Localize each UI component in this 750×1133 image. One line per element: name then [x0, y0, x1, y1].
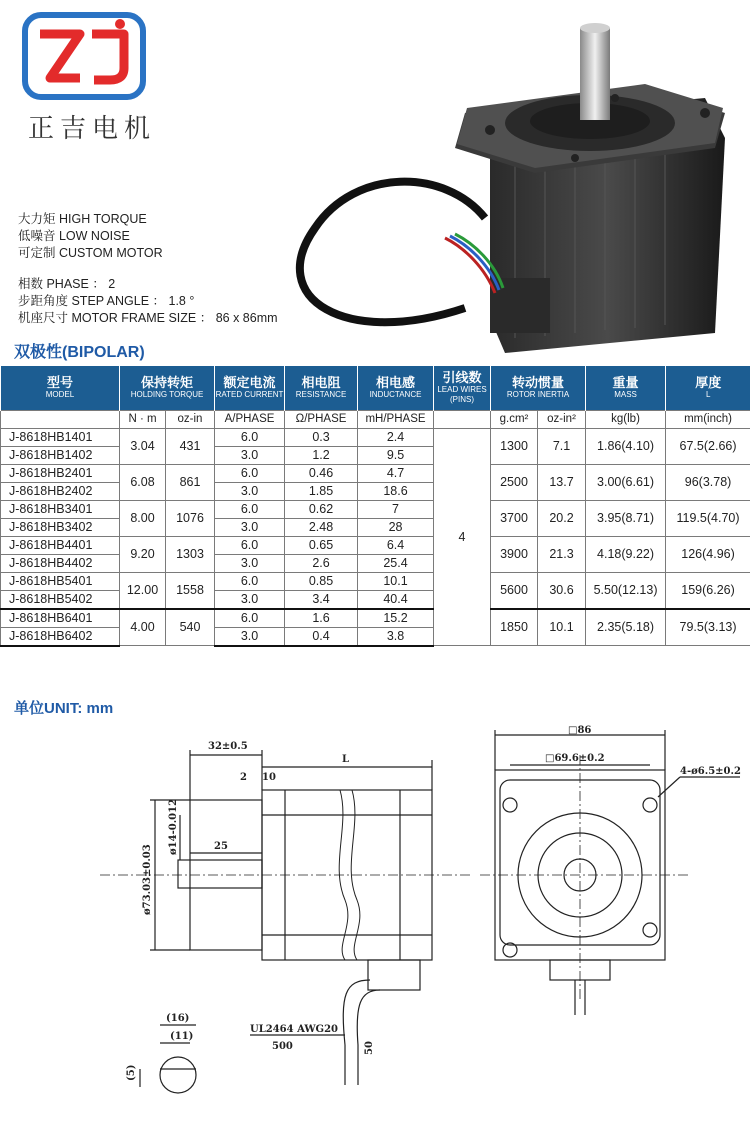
- current-cell: 3.0: [215, 482, 285, 500]
- resistance-cell: 3.4: [285, 590, 358, 609]
- current-cell: 3.0: [215, 446, 285, 464]
- dim-2: 2: [240, 772, 247, 783]
- current-cell: 6.0: [215, 572, 285, 590]
- inductance-cell: 2.4: [358, 428, 434, 446]
- feature-item: 大力矩 HIGH TORQUE: [18, 212, 147, 226]
- torque-nm-cell: 9.20: [120, 536, 166, 572]
- motor-photo: [285, 18, 750, 363]
- torque-nm-cell: 6.08: [120, 464, 166, 500]
- param-list: [18, 276, 278, 327]
- spec-table: [0, 366, 750, 647]
- dimension-drawing: [0, 725, 750, 1133]
- model-cell: J-8618HB3401: [1, 500, 120, 518]
- unit-cell: mH/PHASE: [358, 410, 434, 428]
- current-cell: 3.0: [215, 518, 285, 536]
- unit-cell: oz-in²: [538, 410, 586, 428]
- mass-cell: 4.18(9.22): [586, 536, 666, 572]
- header-holding-torque: 保持转矩 HOLDING TORQUE: [120, 366, 215, 410]
- length-cell: 126(4.96): [666, 536, 750, 572]
- current-cell: 3.0: [215, 590, 285, 609]
- header-lead-wires: 引线数 LEAD WIRES (PINS): [434, 366, 491, 410]
- current-cell: 3.0: [215, 627, 285, 646]
- resistance-cell: 0.85: [285, 572, 358, 590]
- inertia-g-cell: 1850: [491, 609, 538, 646]
- resistance-cell: 0.62: [285, 500, 358, 518]
- mass-cell: 2.35(5.18): [586, 609, 666, 646]
- resistance-cell: 0.4: [285, 627, 358, 646]
- resistance-cell: 0.46: [285, 464, 358, 482]
- cable-length: 500: [272, 1041, 293, 1052]
- model-cell: J-8618HB2402: [1, 482, 120, 500]
- dim-11: (11): [170, 1031, 194, 1042]
- model-cell: J-8618HB6401: [1, 609, 120, 628]
- unit-cell: N · m: [120, 410, 166, 428]
- model-cell: J-8618HB1401: [1, 428, 120, 446]
- unit-cell: [1, 410, 120, 428]
- current-cell: 6.0: [215, 500, 285, 518]
- length-cell: 159(6.26): [666, 572, 750, 609]
- unit-label: 单位UNIT: mm: [14, 700, 114, 717]
- unit-cell: [434, 410, 491, 428]
- inertia-oz-cell: 13.7: [538, 464, 586, 500]
- header-inductance: 相电感 INDUCTANCE: [358, 366, 434, 410]
- header-rated-current: 额定电流 RATED CURRENT: [215, 366, 285, 410]
- dim-length: L: [342, 754, 350, 765]
- model-cell: J-8618HB1402: [1, 446, 120, 464]
- inertia-oz-cell: 20.2: [538, 500, 586, 536]
- resistance-cell: 0.3: [285, 428, 358, 446]
- units-row: [1, 410, 750, 428]
- inertia-g-cell: 1300: [491, 428, 538, 464]
- inertia-oz-cell: 30.6: [538, 572, 586, 609]
- inductance-cell: 3.8: [358, 627, 434, 646]
- table-row: [1, 572, 750, 590]
- inertia-oz-cell: 10.1: [538, 609, 586, 646]
- current-cell: 3.0: [215, 554, 285, 572]
- torque-nm-cell: 3.04: [120, 428, 166, 464]
- dim-hole-spacing: □69.6±0.2: [545, 753, 605, 764]
- current-cell: 6.0: [215, 428, 285, 446]
- header-rotor-inertia: 转动惯量 ROTOR INERTIA: [491, 366, 586, 410]
- inductance-cell: 10.1: [358, 572, 434, 590]
- param-item: 机座尺寸 MOTOR FRAME SIZE ： 86 x 86mm: [18, 311, 278, 325]
- inertia-g-cell: 5600: [491, 572, 538, 609]
- dim-boss: ø73.03±0.03: [142, 844, 153, 915]
- torque-ozin-cell: 861: [166, 464, 215, 500]
- model-cell: J-8618HB4401: [1, 536, 120, 554]
- inertia-oz-cell: 7.1: [538, 428, 586, 464]
- torque-ozin-cell: 431: [166, 428, 215, 464]
- section-title: 双极性(BIPOLAR): [14, 344, 145, 361]
- torque-nm-cell: 8.00: [120, 500, 166, 536]
- param-item: 相数 PHASE ： 2: [18, 277, 116, 291]
- length-cell: 67.5(2.66): [666, 428, 750, 464]
- brand-name: 正吉电机: [28, 114, 157, 144]
- inertia-g-cell: 3900: [491, 536, 538, 572]
- length-cell: 96(3.78): [666, 464, 750, 500]
- dim-shaft-len: 25: [214, 841, 228, 852]
- inertia-oz-cell: 21.3: [538, 536, 586, 572]
- unit-cell: Ω/PHASE: [285, 410, 358, 428]
- feature-item: 低噪音 LOW NOISE: [18, 229, 130, 243]
- feature-list: [18, 211, 163, 262]
- cable-spec: UL2464 AWG20: [250, 1024, 339, 1035]
- inductance-cell: 40.4: [358, 590, 434, 609]
- header-model: 型号 MODEL: [1, 366, 120, 410]
- unit-cell: g.cm²: [491, 410, 538, 428]
- model-cell: J-8618HB4402: [1, 554, 120, 572]
- mass-cell: 3.95(8.71): [586, 500, 666, 536]
- table-row: [1, 464, 750, 482]
- current-cell: 6.0: [215, 464, 285, 482]
- inertia-g-cell: 2500: [491, 464, 538, 500]
- header-resistance: 相电阻 RESISTANCE: [285, 366, 358, 410]
- current-cell: 6.0: [215, 609, 285, 628]
- inductance-cell: 15.2: [358, 609, 434, 628]
- torque-nm-cell: 4.00: [120, 609, 166, 646]
- model-cell: J-8618HB3402: [1, 518, 120, 536]
- length-cell: 79.5(3.13): [666, 609, 750, 646]
- resistance-cell: 1.85: [285, 482, 358, 500]
- dim-50: 50: [364, 1041, 375, 1055]
- inductance-cell: 7: [358, 500, 434, 518]
- unit-cell: kg(lb): [586, 410, 666, 428]
- unit-cell: mm(inch): [666, 410, 750, 428]
- feature-item: 可定制 CUSTOM MOTOR: [18, 246, 163, 260]
- header-length: 厚度 L: [666, 366, 750, 410]
- table-row: [1, 536, 750, 554]
- mass-cell: 3.00(6.61): [586, 464, 666, 500]
- table-row: [1, 428, 750, 446]
- mass-cell: 5.50(12.13): [586, 572, 666, 609]
- table-row: [1, 500, 750, 518]
- dim-holes: 4-ø6.5±0.2: [680, 766, 741, 777]
- torque-ozin-cell: 1303: [166, 536, 215, 572]
- inertia-g-cell: 3700: [491, 500, 538, 536]
- dim-10: 10: [262, 772, 276, 783]
- inductance-cell: 4.7: [358, 464, 434, 482]
- model-cell: J-8618HB5401: [1, 572, 120, 590]
- torque-ozin-cell: 540: [166, 609, 215, 646]
- torque-ozin-cell: 1076: [166, 500, 215, 536]
- inductance-cell: 9.5: [358, 446, 434, 464]
- header-mass: 重量 MASS: [586, 366, 666, 410]
- length-cell: 119.5(4.70): [666, 500, 750, 536]
- resistance-cell: 1.2: [285, 446, 358, 464]
- model-cell: J-8618HB2401: [1, 464, 120, 482]
- torque-ozin-cell: 1558: [166, 572, 215, 609]
- unit-cell: A/PHASE: [215, 410, 285, 428]
- resistance-cell: 2.48: [285, 518, 358, 536]
- inductance-cell: 28: [358, 518, 434, 536]
- model-cell: J-8618HB5402: [1, 590, 120, 609]
- mass-cell: 1.86(4.10): [586, 428, 666, 464]
- company-logo: [22, 12, 146, 100]
- inductance-cell: 6.4: [358, 536, 434, 554]
- table-row: [1, 609, 750, 628]
- torque-nm-cell: 12.00: [120, 572, 166, 609]
- dim-16: (16): [166, 1013, 190, 1024]
- resistance-cell: 2.6: [285, 554, 358, 572]
- param-item: 步距角度 STEP ANGLE ： 1.8 °: [18, 294, 195, 308]
- inductance-cell: 18.6: [358, 482, 434, 500]
- current-cell: 6.0: [215, 536, 285, 554]
- lead-wires-cell: 4: [434, 428, 491, 646]
- dim-shaft-dia: ø14-0.012: [168, 798, 179, 855]
- dim-flange: 32±0.5: [208, 741, 248, 752]
- model-cell: J-8618HB6402: [1, 627, 120, 646]
- resistance-cell: 1.6: [285, 609, 358, 628]
- inductance-cell: 25.4: [358, 554, 434, 572]
- resistance-cell: 0.65: [285, 536, 358, 554]
- unit-cell: oz-in: [166, 410, 215, 428]
- dim-5: (5): [126, 1064, 137, 1081]
- dim-frame: □86: [568, 725, 592, 736]
